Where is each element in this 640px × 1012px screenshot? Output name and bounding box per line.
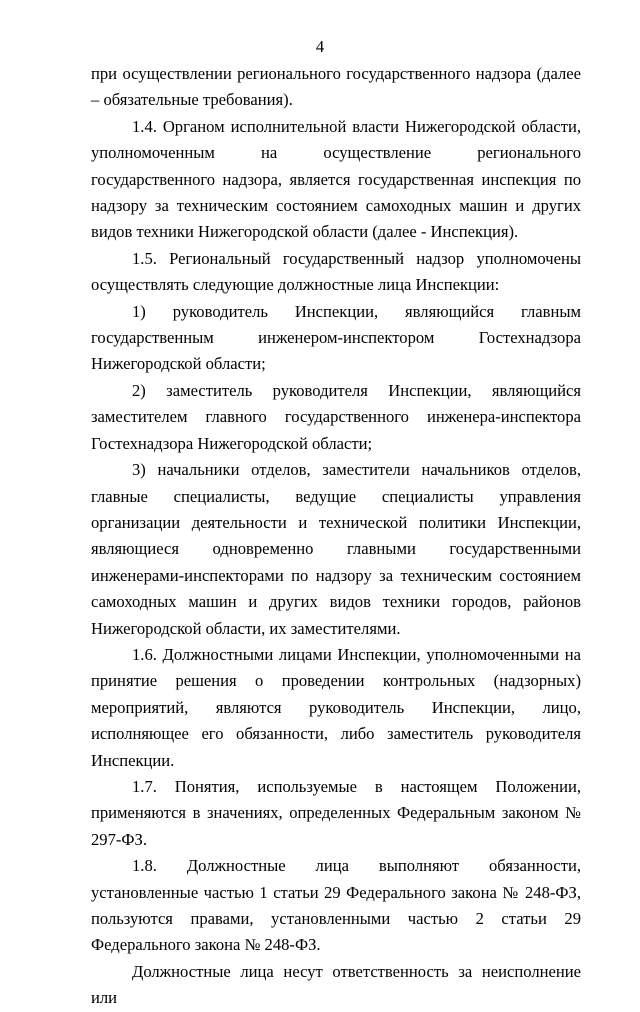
paragraph-continuation: при осуществлении регионального государственного надзора (далее – обязательные требования). (91, 64, 581, 110)
paragraph-responsibility: Должностные лица несут ответственность за неисполнение или (91, 961, 581, 1008)
paragraph-1-7: 1.7. Понятия, используемые в настоящем Положении, применяются в значениях, определенных Федеральным законом № 297-ФЗ. (91, 776, 581, 849)
list-item-2: 2) заместитель руководителя Инспекции, являющийся заместителем главного государственного инженера-инспектора Гостехнадзора Нижегородской области; (91, 380, 581, 453)
list-item-3: 3) начальники отделов, заместители начальников отделов, главные специалисты, ведущие специалисты управления организации деятельности и технической политики Инспекции, являющиеся одновременно главными государственными инженерами-инспекторами по надзору за техническим состоянием самоходных машин и других видов техники городов, районов Нижегородской области, их заместителями. (91, 460, 581, 638)
paragraph-1-6: 1.6. Должностными лицами Инспекции, уполномоченными на принятие решения о проведении контрольных (надзорных) мероприятий, являются руководитель Инспекции, лицо, исполняющее его обязанности, либо заместитель руководителя Инспекции. (91, 644, 581, 770)
page-number: 4 (315, 37, 325, 56)
paragraph-1-8: 1.8. Должностные лица выполняют обязанности, установленные частью 1 статьи 29 Федерального закона № 248-ФЗ, пользуются правами, установленными частью 2 статьи 29 Федерального закона № 248-ФЗ. (91, 856, 581, 955)
list-item-1: 1) руководитель Инспекции, являющийся главным государственным инженером-инспектором Гостехнадзора Нижегородской области; (91, 301, 581, 374)
document-body (91, 61, 581, 1012)
paragraph-1-4: 1.4. Органом исполнительной власти Нижегородской области, уполномоченным на осуществление регионального государственного надзора, является государственная инспекция по надзору за техническим состоянием самоходных машин и других видов техники Нижегородской области (далее - Инспекция). (91, 116, 581, 242)
paragraph-1-5: 1.5. Региональный государственный надзор уполномочены осуществлять следующие должностные лица Инспекции: (91, 248, 581, 295)
